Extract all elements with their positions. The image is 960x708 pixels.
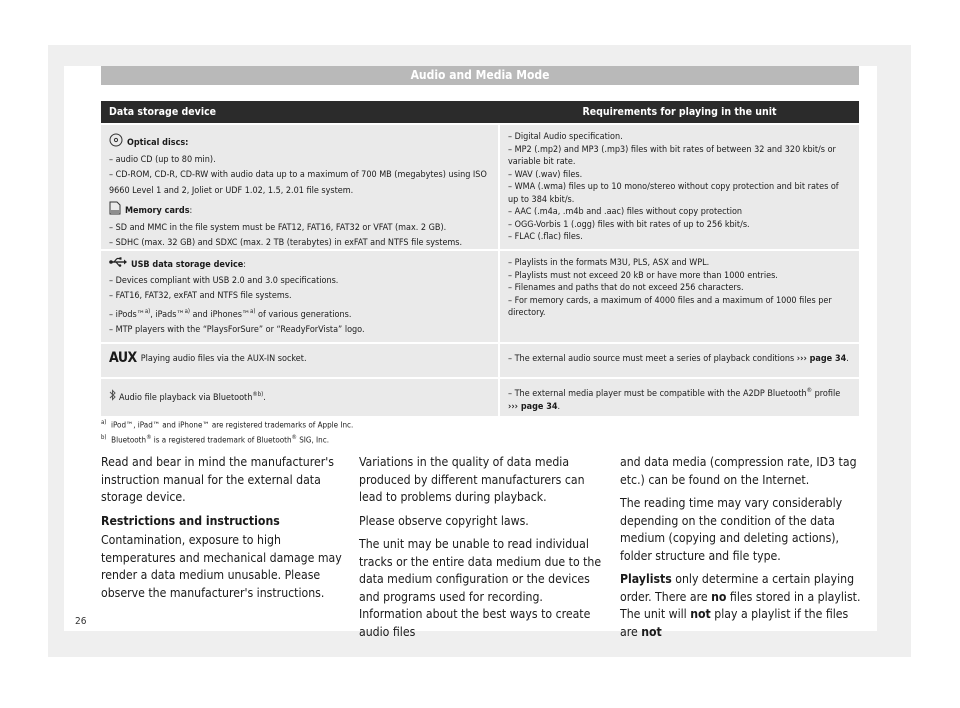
text-part: only determine a certain playing order. There are	[620, 572, 855, 604]
table-cell	[500, 251, 859, 342]
paragraph: and data media (compression rate, ID3 tag etc.) can be found on the Internet.	[620, 455, 857, 487]
footnote-mark: a)	[144, 307, 151, 315]
text-line: – MTP players with the “PlaysForSure” or “ReadyForVista” logo.	[109, 325, 365, 335]
footnote-mark: b)	[101, 434, 107, 441]
body-column-1	[101, 454, 347, 608]
text-line: – Filenames and paths that do not exceed 256 characters.	[508, 283, 744, 293]
bold-term: not	[641, 624, 662, 639]
text-part: – iPods™	[109, 309, 145, 320]
text-part: of various generations.	[255, 309, 352, 320]
text-part: .	[557, 401, 561, 412]
table-header	[101, 101, 859, 123]
memory-cards-title: Memory cards	[125, 205, 190, 216]
paragraph: The unit may be unable to read individual tracks or the entire data medium due to the data medium configuration or the devices and programs used for recording. Information about the best ways to create audio files	[359, 537, 602, 639]
registered-mark: ®	[146, 434, 152, 441]
title-suffix: :	[243, 259, 246, 270]
text-part: Audio file playback via Bluetooth	[119, 393, 253, 403]
table-row	[101, 123, 859, 249]
title-suffix: :	[189, 205, 193, 216]
page-reference-link[interactable]: ››› page 34	[508, 401, 558, 412]
table-cell	[101, 125, 500, 249]
footnote-text: iPod™, iPad™ and iPhone™ are registered trademarks of Apple Inc.	[111, 420, 354, 430]
footnote-mark: a)	[250, 307, 256, 315]
text-part: Playing audio files via the AUX-IN socket.	[140, 353, 307, 364]
table-cell	[500, 379, 859, 416]
header-requirements: Requirements for playing in the unit	[582, 106, 777, 118]
table-cell	[101, 344, 500, 377]
text-line	[109, 306, 490, 322]
table-cell	[500, 344, 859, 377]
text-part: and iPhones™	[189, 309, 251, 320]
bluetooth-icon	[109, 389, 117, 406]
bold-term: not	[690, 607, 711, 621]
footnote-text: is a registered trademark of Bluetooth	[151, 435, 292, 445]
bold-term: no	[711, 589, 727, 604]
paragraph: Read and bear in mind the manufacturer's instruction manual for the external data storage device.	[101, 455, 334, 504]
disc-icon	[109, 133, 123, 152]
paragraph: Variations in the quality of data media produced by different manufacturers can lead to problems during playback.	[359, 455, 585, 504]
paragraph: Please observe copyright laws.	[359, 513, 529, 528]
text-line: 9660 Level 1 and 2, Joliet or UDF 1.02, 1.5, 2.01 file system.	[109, 185, 354, 196]
usb-icon	[109, 257, 127, 272]
footnote-mark: a)	[184, 307, 190, 315]
body-column-2	[359, 454, 605, 647]
table-cell	[500, 125, 859, 249]
text-part: – The external audio source must meet a series of playback conditions	[508, 354, 797, 364]
body-column-3	[620, 454, 866, 647]
text-part: profile	[812, 389, 841, 399]
text-line: – Devices compliant with USB 2.0 and 3.0 specifications.	[109, 275, 339, 286]
section-heading: Restrictions and instructions	[101, 513, 280, 528]
text-part: – The external media player must be compatible with the A2DP Bluetooth	[508, 389, 807, 399]
text-line: – MP2 (.mp2) and MP3 (.mp3) files with bit rates of between 32 and 320 kbit/s or variable bit rate.	[508, 144, 836, 167]
text-line: – audio CD (up to 80 min).	[109, 154, 216, 165]
text-line: – FLAC (.flac) files.	[508, 232, 583, 242]
text-line: – Playlists must not exceed 20 kB or have more than 1000 entries.	[508, 270, 778, 281]
text-line: – WAV (.wav) files.	[508, 169, 583, 180]
text-part: .	[846, 354, 849, 364]
registered-mark: ®	[291, 434, 297, 441]
footnote-a	[101, 419, 353, 430]
page-number: 26	[75, 616, 87, 627]
text-line: – AAC (.m4a, .m4b and .aac) files without copy protection	[508, 207, 743, 217]
footnote-b	[101, 434, 329, 445]
header-data-storage-device: Data storage device	[109, 106, 217, 118]
table-row	[101, 342, 859, 377]
text-line: – SD and MMC in the file system must be FAT12, FAT16, FAT32 or VFAT (max. 2 GB).	[109, 222, 447, 233]
text-line: – CD-ROM, CD-R, CD-RW with audio data up to a maximum of 700 MB (megabytes) using ISO	[109, 170, 487, 180]
table-cell	[101, 251, 500, 342]
section-banner: Audio and Media Mode	[101, 66, 859, 85]
footnote-mark: a)	[101, 419, 107, 426]
registered-mark: ®	[806, 387, 813, 394]
paragraph: The reading time may vary considerably depending on the condition of the data medium (copying and deleting actions), folder structure and file type.	[620, 496, 843, 563]
text-line: – WMA (.wma) files up to 10 mono/stereo without copy protection and bit rates of up to 384 kbit/s.	[508, 182, 839, 205]
footnote-text: Bluetooth	[111, 435, 147, 445]
text-line: – Digital Audio specification.	[508, 132, 623, 142]
table-row	[101, 377, 859, 416]
usb-storage-title: USB data storage device	[131, 259, 244, 270]
text-line: – OGG-Vorbis 1 (.ogg) files with bit rates of up to 256 kbit/s.	[508, 219, 750, 230]
memory-card-icon	[109, 201, 121, 220]
paragraph: Contamination, exposure to high temperatures and mechanical damage may render a data medium unusable. Please observe the manufacturer's instructions.	[101, 533, 342, 600]
text-part: .	[263, 393, 266, 403]
table-row	[101, 249, 859, 342]
text-part: files stored in a playlist. The unit will	[620, 589, 861, 621]
text-part: play a playlist if the files are	[620, 607, 849, 639]
text-part: , iPads™	[150, 309, 185, 320]
footnote-mark: ®b)	[252, 391, 264, 398]
text-line: – SDHC (max. 32 GB) and SDXC (max. 2 TB (terabytes) in exFAT and NTFS file systems.	[109, 238, 463, 248]
aux-icon: AUX	[109, 350, 137, 366]
page-reference-link[interactable]: ››› page 34	[796, 354, 847, 364]
optical-discs-title: Optical discs:	[127, 137, 189, 148]
text-line: – For memory cards, a maximum of 4000 files and a maximum of 1000 files per directory.	[508, 295, 832, 318]
footnote-text: SIG, Inc.	[296, 435, 329, 445]
table-cell	[101, 379, 500, 416]
storage-requirements-table	[101, 101, 859, 416]
bold-term: Playlists	[620, 572, 672, 586]
paragraph	[620, 571, 866, 641]
text-line: – FAT16, FAT32, exFAT and NTFS file systems.	[109, 291, 292, 301]
text-line: – Playlists in the formats M3U, PLS, ASX and WPL.	[508, 258, 710, 268]
